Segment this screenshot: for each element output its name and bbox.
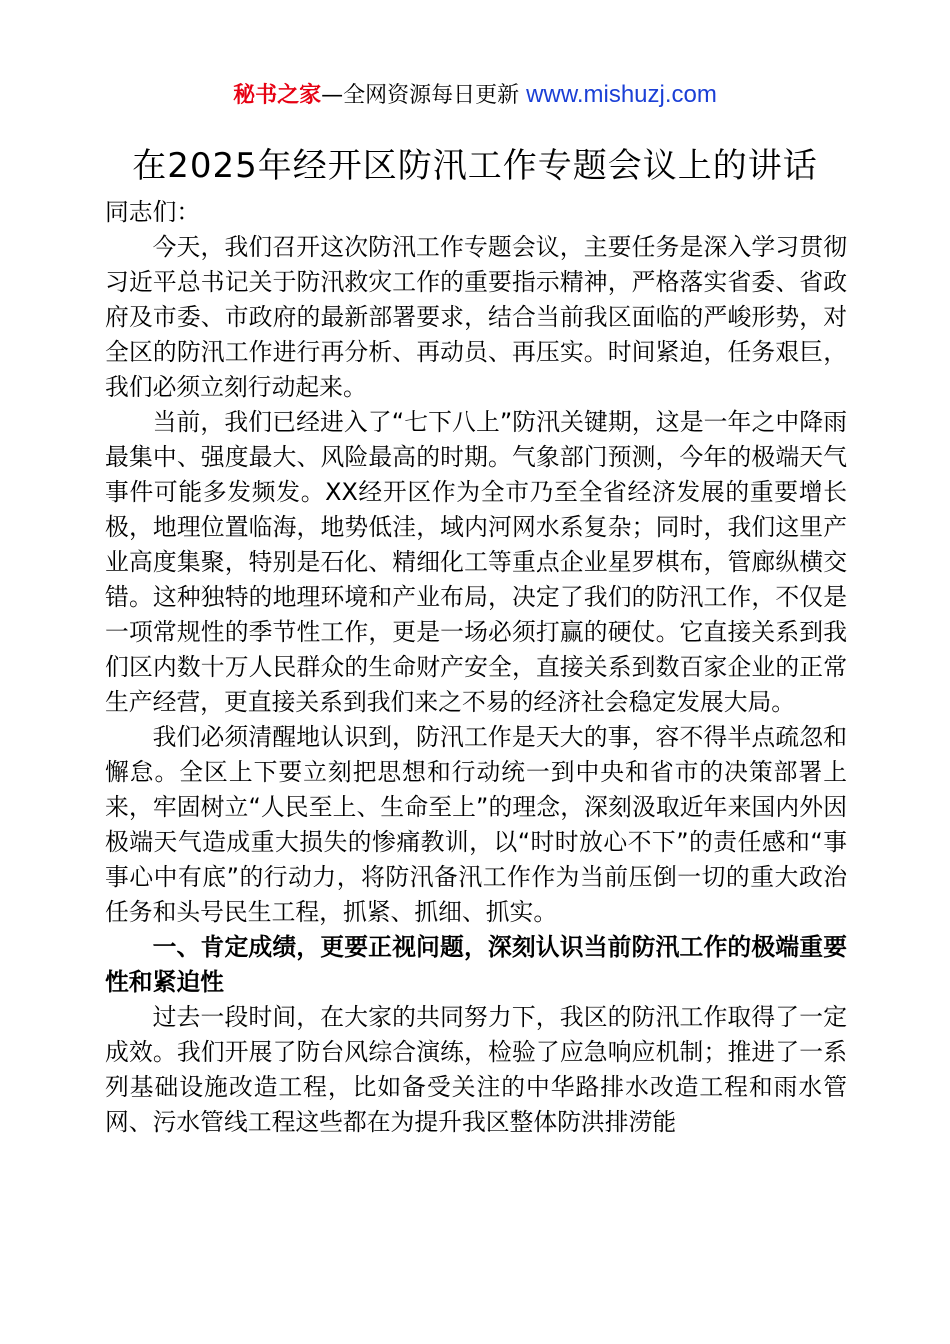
site-brand: 秘书之家 bbox=[233, 83, 322, 108]
site-tagline: —全网资源每日更新 bbox=[321, 83, 527, 108]
site-url-link[interactable]: www.mishuzj.com bbox=[526, 81, 717, 108]
paragraph-section-one: 过去一段时间，在大家的共同努力下，我区的防汛工作取得了一定成效。我们开展了防台风综合演练，检验了应急响应机制；推进了一系列基础设施改造工程，比如备受关注的中华路排水改造工程和雨水管网、污水管线工程这些都在为提升我区整体防洪排涝能 bbox=[105, 1003, 847, 1136]
document-body bbox=[105, 195, 847, 1140]
salutation: 同志们： bbox=[105, 198, 201, 226]
paragraph-situation: 当前，我们已经进入了“七下八上”防汛关键期，这是一年之中降雨最集中、强度最大、风险最高的时期。气象部门预测，今年的极端天气事件可能多发频发。XX经开区作为全市乃至全省经济发展的重要增长极，地理位置临海，地势低洼，域内河网水系复杂；同时，我们这里产业高度集聚，特别是石化、精细化工等重点企业星罗棋布，管廊纵横交错。这种独特的地理环境和产业布局，决定了我们的防汛工作，不仅是一项常规性的季节性工作，更是一场必须打赢的硬仗。它直接关系到我们区内数十万人民群众的生命财产安全，直接关系到数百家企业的正常生产经营，更直接关系到我们来之不易的经济社会稳定发展大局。 bbox=[105, 408, 847, 716]
site-header bbox=[0, 78, 950, 113]
document-title: 在2025年经开区防汛工作专题会议上的讲话 bbox=[132, 146, 818, 186]
paragraph-awareness: 我们必须清醒地认识到，防汛工作是天大的事，容不得半点疏忽和懈怠。全区上下要立刻把思想和行动统一到中央和省市的决策部署上来，牢固树立“人民至上、生命至上”的理念，深刻汲取近年来国内外因极端天气造成重大损失的惨痛教训，以“时时放心不下”的责任感和“事事心中有底”的行动力，将防汛备汛工作作为当前压倒一切的重大政治任务和头号民生工程，抓紧、抓细、抓实。 bbox=[105, 723, 847, 926]
section-heading: 一、肯定成绩，更要正视问题，深刻认识当前防汛工作的极端重要性和紧迫性 bbox=[105, 933, 847, 996]
paragraph-opening: 今天，我们召开这次防汛工作专题会议，主要任务是深入学习贯彻习近平总书记关于防汛救灾工作的重要指示精神，严格落实省委、省政府及市委、市政府的最新部署要求，结合当前我区面临的严峻形势，对全区的防汛工作进行再分析、再动员、再压实。时间紧迫，任务艰巨，我们必须立刻行动起来。 bbox=[105, 233, 847, 401]
